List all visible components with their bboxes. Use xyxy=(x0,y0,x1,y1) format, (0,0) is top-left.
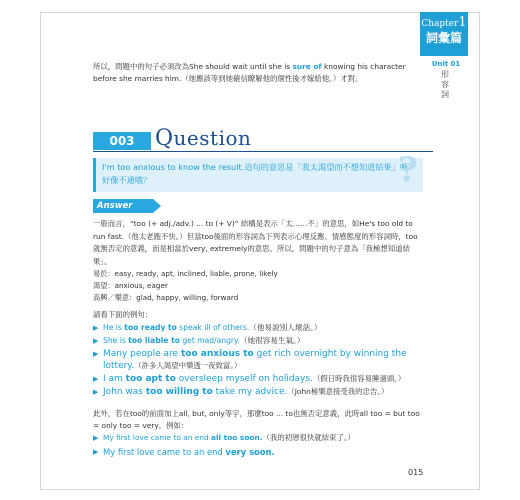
examples-heading: 請看下面的例句： xyxy=(93,310,153,319)
question-rule xyxy=(93,151,433,152)
page-number: 015 xyxy=(408,468,424,477)
intro-highlight: sure of xyxy=(292,62,322,71)
list-item: ▶ She is too liable to get mad/angry.（她很容易生氣。） xyxy=(93,336,305,345)
examples-list xyxy=(93,322,423,399)
vocab-row: 渴望：anxious, eager xyxy=(93,281,168,290)
vocab-row: 高興／樂意：glad, happy, willing, forward xyxy=(93,293,239,302)
question-number: 003 xyxy=(93,132,151,150)
arrow-icon: ▶ xyxy=(93,350,99,358)
question-mark-icon: ? xyxy=(398,150,418,190)
list-item: ▶ John was too willing to take my advice.（John極樂意接受我的忠告。） xyxy=(93,387,389,397)
intro-paragraph xyxy=(93,61,423,85)
arrow-icon: ▶ xyxy=(93,448,99,456)
answer-tag: Answer xyxy=(93,199,153,213)
arrow-icon: ▶ xyxy=(93,375,99,383)
vocab-list xyxy=(93,268,423,304)
arrow-icon: ▶ xyxy=(93,337,99,345)
list-item: ▶ He is too ready to speak ill of others.（他易說別人壞話。） xyxy=(93,323,322,332)
question-header xyxy=(93,126,433,152)
intro-post: knowing his character before she marries him.（她應該等到她確信瞭解他的個性後才嫁給他。）才對。 xyxy=(93,62,406,83)
vocab-row: 易於：easy, ready, apt, inclined, liable, prone, likely xyxy=(93,269,278,278)
chapter-title: 詞彙篇 xyxy=(425,31,462,45)
additional-note: 此外，若在too的前面加上all, but, only等字，那麼too ... to也無否定意義，此時all too = but too = only too = very，例如： xyxy=(93,409,420,430)
answer-body: 一般而言，“too (+ adj./adv.) ... to (+ V)” 結構是表示「太……不」的意思，如He's too old to run fast.（他太老跑不快。）但當too後面的形容詞為下列表示心理反應、情感態度的形容詞時，too就無否定的意義，而是相當於very, extremely的意思。所以，問題中的句子意為「我極想知道結果」。 xyxy=(93,219,418,266)
additional-examples xyxy=(93,432,423,460)
list-item: ▶ I am too apt to oversleep myself on holidays.（假日時我很容易睡過頭。） xyxy=(93,374,406,384)
list-item: ▶ Many people are too anxious to get rich overnight by winning the lottery.（許多人渴望中樂透一夜致富。） xyxy=(93,349,407,371)
arrow-icon: ▶ xyxy=(93,434,99,442)
list-item: ▶ My first love came to an end very soon. xyxy=(93,447,275,457)
unit-label: Unit 01 xyxy=(431,60,461,68)
chapter-label: Chapter1 xyxy=(421,15,467,30)
chapter-tab xyxy=(420,12,468,56)
unit-subtitle: 形容詞 xyxy=(441,70,449,99)
question-title: Question xyxy=(155,126,252,151)
intro-pre: 所以，問題中的句子必須改為She should wait until she is xyxy=(93,62,293,71)
arrow-icon: ▶ xyxy=(93,324,99,332)
question-box: I'm too anxious to know the result.這句的意思是「我太渴望而不想知道結果」嗎？好像不通哦？ xyxy=(93,158,423,192)
arrow-icon: ▶ xyxy=(93,388,99,396)
list-item: ▶ My first love came to an end all too soon.（我的初戀很快就結束了。） xyxy=(93,433,355,442)
